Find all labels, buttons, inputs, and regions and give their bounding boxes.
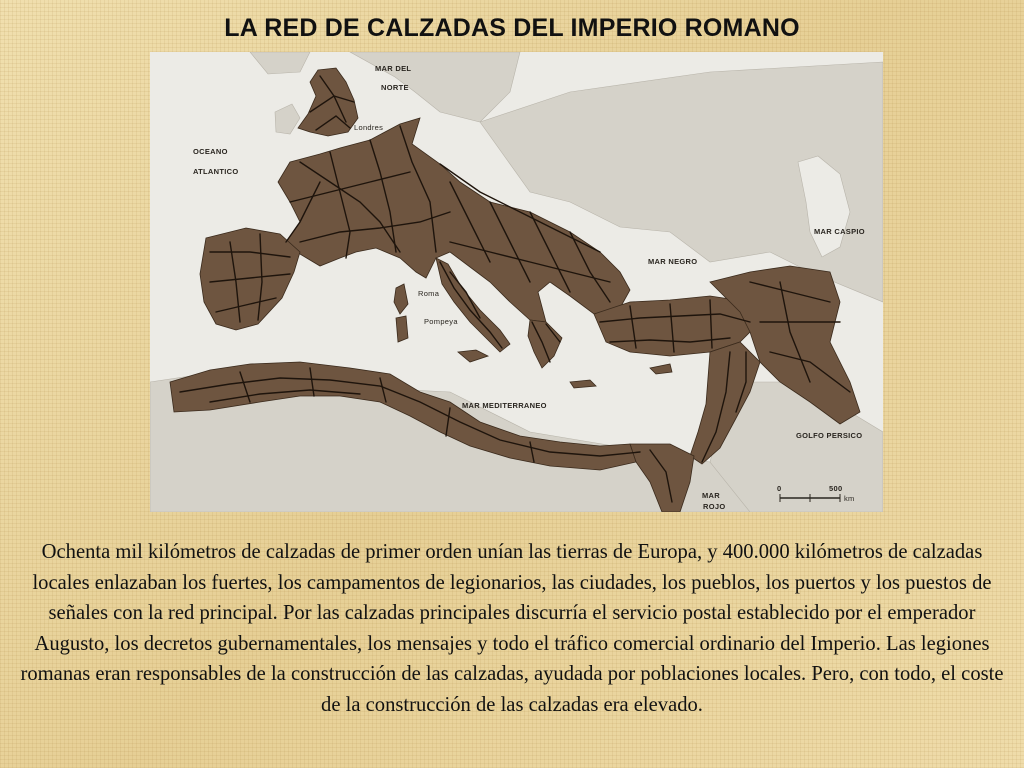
label-golfo-persico: GOLFO PERSICO xyxy=(796,431,863,440)
label-roma: Roma xyxy=(418,289,440,298)
label-mar-rojo-1: MAR xyxy=(702,491,720,500)
label-oceano-2: ATLANTICO xyxy=(193,167,239,176)
scale-value: 500 xyxy=(829,484,843,493)
label-oceano-1: OCEANO xyxy=(193,147,228,156)
scale-unit: km xyxy=(844,494,855,503)
map-svg xyxy=(150,52,883,512)
label-mar-rojo-2: ROJO xyxy=(703,502,726,511)
scale-zero: 0 xyxy=(777,484,782,493)
label-londres: Londres xyxy=(354,123,384,132)
label-mar-negro: MAR NEGRO xyxy=(648,257,698,266)
label-mar-mediterraneo: MAR MEDITERRANEO xyxy=(462,401,547,410)
description-paragraph: Ochenta mil kilómetros de calzadas de primer orden unían las tierras de Europa, y 400.000 kilómetros de calzadas locales enlazaban los fuertes, los campamentos de legionarios, las ciudades, los pueblos, los puertos y los puestos de señales con la red principal. Por las calzadas principales discurría el servicio postal establecido por el emperador Augusto, los decretos gubernamentales, los mensajes y todo el tráfico comercial ordinario del Imperio. Las legiones romanas eran responsables de la construcción de las calzadas, ayudada por poblaciones locales. Pero, con todo, el coste de la construcción de las calzadas era elevado. xyxy=(20,541,1004,716)
label-mar-caspio: MAR CASPIO xyxy=(814,227,865,236)
label-pompeya: Pompeya xyxy=(424,317,458,326)
label-mar-del-norte-1: MAR DEL xyxy=(375,64,412,73)
label-mar-del-norte-2: NORTE xyxy=(381,83,409,92)
page-title: LA RED DE CALZADAS DEL IMPERIO ROMANO xyxy=(224,14,800,42)
roman-roads-map xyxy=(150,52,883,512)
